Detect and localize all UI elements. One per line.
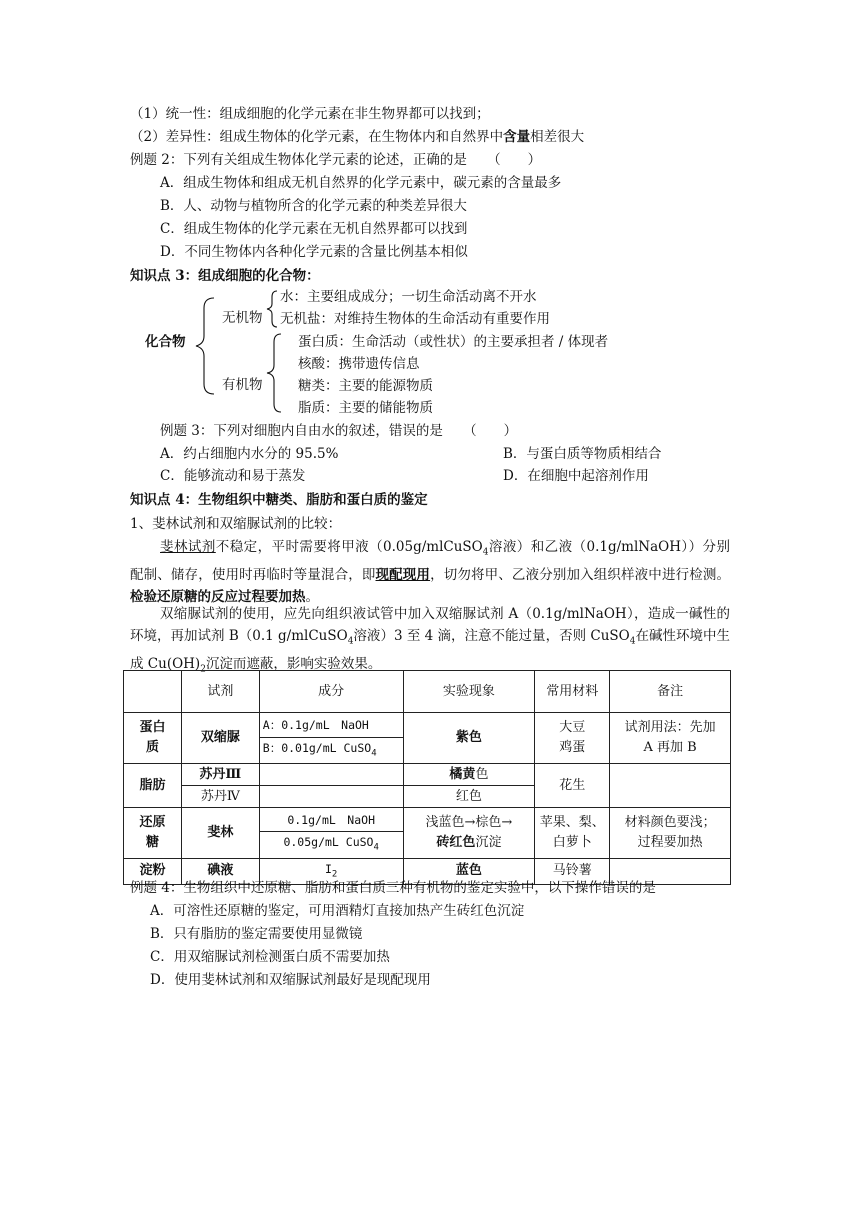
compound-label: 化合物 [145, 334, 186, 350]
fehling-paragraph: 斐林试剂不稳定，平时需要将甲液（0.05g/mlCuSO$_4$溶液）和乙液（0.1g/mlNaOH））分别配制、储存，使用时再临时等量混合，即现配现用，切勿将甲、乙液分别加入组织样液中进行检测。检验还原糖的反应过程要加热。 [130, 539, 731, 605]
inorganic-label: 无机物 [222, 310, 263, 326]
knowledge-point-4-heading: 知识点 4：生物组织中糖类、脂肪和蛋白质的鉴定 [130, 492, 428, 508]
example-3-option-d: D．在细胞中起溶剂作用 [503, 468, 649, 484]
starch-row-name: 淀粉 [124, 858, 182, 884]
starch-material: 马铃薯 [535, 858, 610, 884]
example-4-option-b: B．只有脂肪的鉴定需要使用显微镜 [150, 926, 363, 942]
example-2-option-a: A．组成生物体和组成无机自然界的化学元素中，碳元素的含量最多 [160, 175, 562, 191]
sugar-reagent: 斐林 [181, 808, 259, 858]
example-4-option-c: C．用双缩脲试剂检测蛋白质不需要加热 [150, 949, 390, 965]
header-material: 常用材料 [535, 671, 610, 713]
starch-result: 蓝色 [403, 858, 535, 884]
protein-reagent: 双缩脲 [181, 713, 259, 764]
identification-table [123, 670, 731, 885]
difference-point: （2）差异性：组成生物体的化学元素，在生物体内和自然界中含量相差很大 [130, 129, 585, 145]
organic-brace-icon [262, 332, 284, 414]
table-row [124, 764, 731, 786]
example-2-option-b: B．人、动物与植物所含的化学元素的种类差异很大 [160, 198, 467, 214]
header-note: 备注 [610, 671, 731, 713]
table-row [124, 808, 731, 832]
inorganic-brace-icon [262, 289, 280, 329]
starch-reagent: 碘液 [181, 858, 259, 884]
protein-material: 大豆 鸡蛋 [535, 713, 610, 764]
header-phenomenon: 实验现象 [403, 671, 535, 713]
example-2-option-d: D．不同生物体内各种化学元素的含量比例基本相似 [160, 244, 468, 260]
nucleic-acid-description: 核酸：携带遗传信息 [298, 356, 420, 372]
example-3-option-a: A．约占细胞内水分的 95.5% [160, 446, 339, 462]
subheading-reagent-comparison: 1、斐林试剂和双缩脲试剂的比较： [130, 516, 342, 532]
example-3-option-c: C．能够流动和易于蒸发 [160, 468, 306, 484]
example-2-question: 例题 2：下列有关组成生物体化学元素的论述，正确的是 （ ） [130, 152, 542, 168]
organic-label: 有机物 [222, 377, 263, 393]
fat-reagent-1: 苏丹Ⅲ [181, 764, 259, 786]
starch-composition: $I_2$ [259, 858, 403, 884]
compound-brace-icon [190, 296, 218, 396]
fat-composition-1 [259, 764, 403, 786]
example-3-question: 例题 3：下列对细胞内自由水的叙述，错误的是 （ ） [160, 423, 518, 439]
fat-result-2: 红色 [403, 786, 535, 808]
sugar-row-name: 还原 糖 [124, 808, 182, 858]
sugar-description: 糖类：主要的能源物质 [298, 378, 433, 394]
sugar-note: 材料颜色要浅； 过程要加热 [610, 808, 731, 858]
header-reagent: 试剂 [181, 671, 259, 713]
fat-composition-2 [259, 786, 403, 808]
protein-composition-b: B：0.01g/mL CuSO$_4$ [259, 738, 403, 764]
protein-composition-a: A：0.1g/mL NaOH [259, 713, 403, 738]
unity-point: （1）统一性：组成细胞的化学元素在非生物界都可以找到； [130, 106, 490, 122]
sugar-composition-a: 0.1g/mL NaOH [259, 808, 403, 832]
fat-reagent-2: 苏丹Ⅳ [181, 786, 259, 808]
fat-row-name: 脂肪 [124, 764, 182, 808]
sugar-composition-b: 0.05g/mL CuSO$_4$ [259, 832, 403, 858]
water-description: 水：主要组成成分；一切生命活动离不开水 [280, 289, 537, 305]
fat-result-1: 橘黄色 [403, 764, 535, 786]
protein-description: 蛋白质：生命活动（或性状）的主要承担者 / 体现者 [298, 334, 609, 350]
example-4-option-a: A．可溶性还原糖的鉴定，可用酒精灯直接加热产生砖红色沉淀 [150, 903, 525, 919]
protein-row-name: 蛋白 质 [124, 713, 182, 764]
table-header-row [124, 671, 731, 713]
protein-result: 紫色 [403, 713, 535, 764]
table-row [124, 713, 731, 738]
example-4-question: 例题 4：生物组织中还原糖、脂肪和蛋白质三种有机物的鉴定实验中，以下操作错误的是 [130, 880, 656, 896]
example-4-option-d: D．使用斐林试剂和双缩脲试剂最好是现配现用 [150, 972, 431, 988]
fat-note [610, 764, 731, 808]
inorganic-salt-description: 无机盐：对维持生物体的生命活动有重要作用 [280, 311, 550, 327]
example-2-option-c: C．组成生物体的化学元素在无机自然界都可以找到 [160, 221, 468, 237]
header-empty [124, 671, 182, 713]
lipid-description: 脂质：主要的储能物质 [298, 400, 433, 416]
sugar-result: 浅蓝色→棕色→ 砖红色沉淀 [403, 808, 535, 858]
biuret-paragraph: 双缩脲试剂的使用，应先向组织液试管中加入双缩脲试剂 A（0.1g/mlNaOH），造成一碱性的环境，再加试剂 B（0.1 g/mlCuSO$_4$溶液）3 至 4 滴，注意不能过量，否则 CuSO$_4$在碱性环境中生成 $Cu(OH)_2$沉淀而遮蔽，影响实验效果。 [130, 606, 731, 675]
fat-material: 花生 [535, 764, 610, 808]
protein-note: 试剂用法：先加 A 再加 B [610, 713, 731, 764]
sugar-material: 苹果、梨、 白萝卜 [535, 808, 610, 858]
header-composition: 成分 [259, 671, 403, 713]
knowledge-point-3-heading: 知识点 3：组成细胞的化合物： [130, 268, 320, 284]
example-3-option-b: B．与蛋白质等物质相结合 [503, 446, 662, 462]
